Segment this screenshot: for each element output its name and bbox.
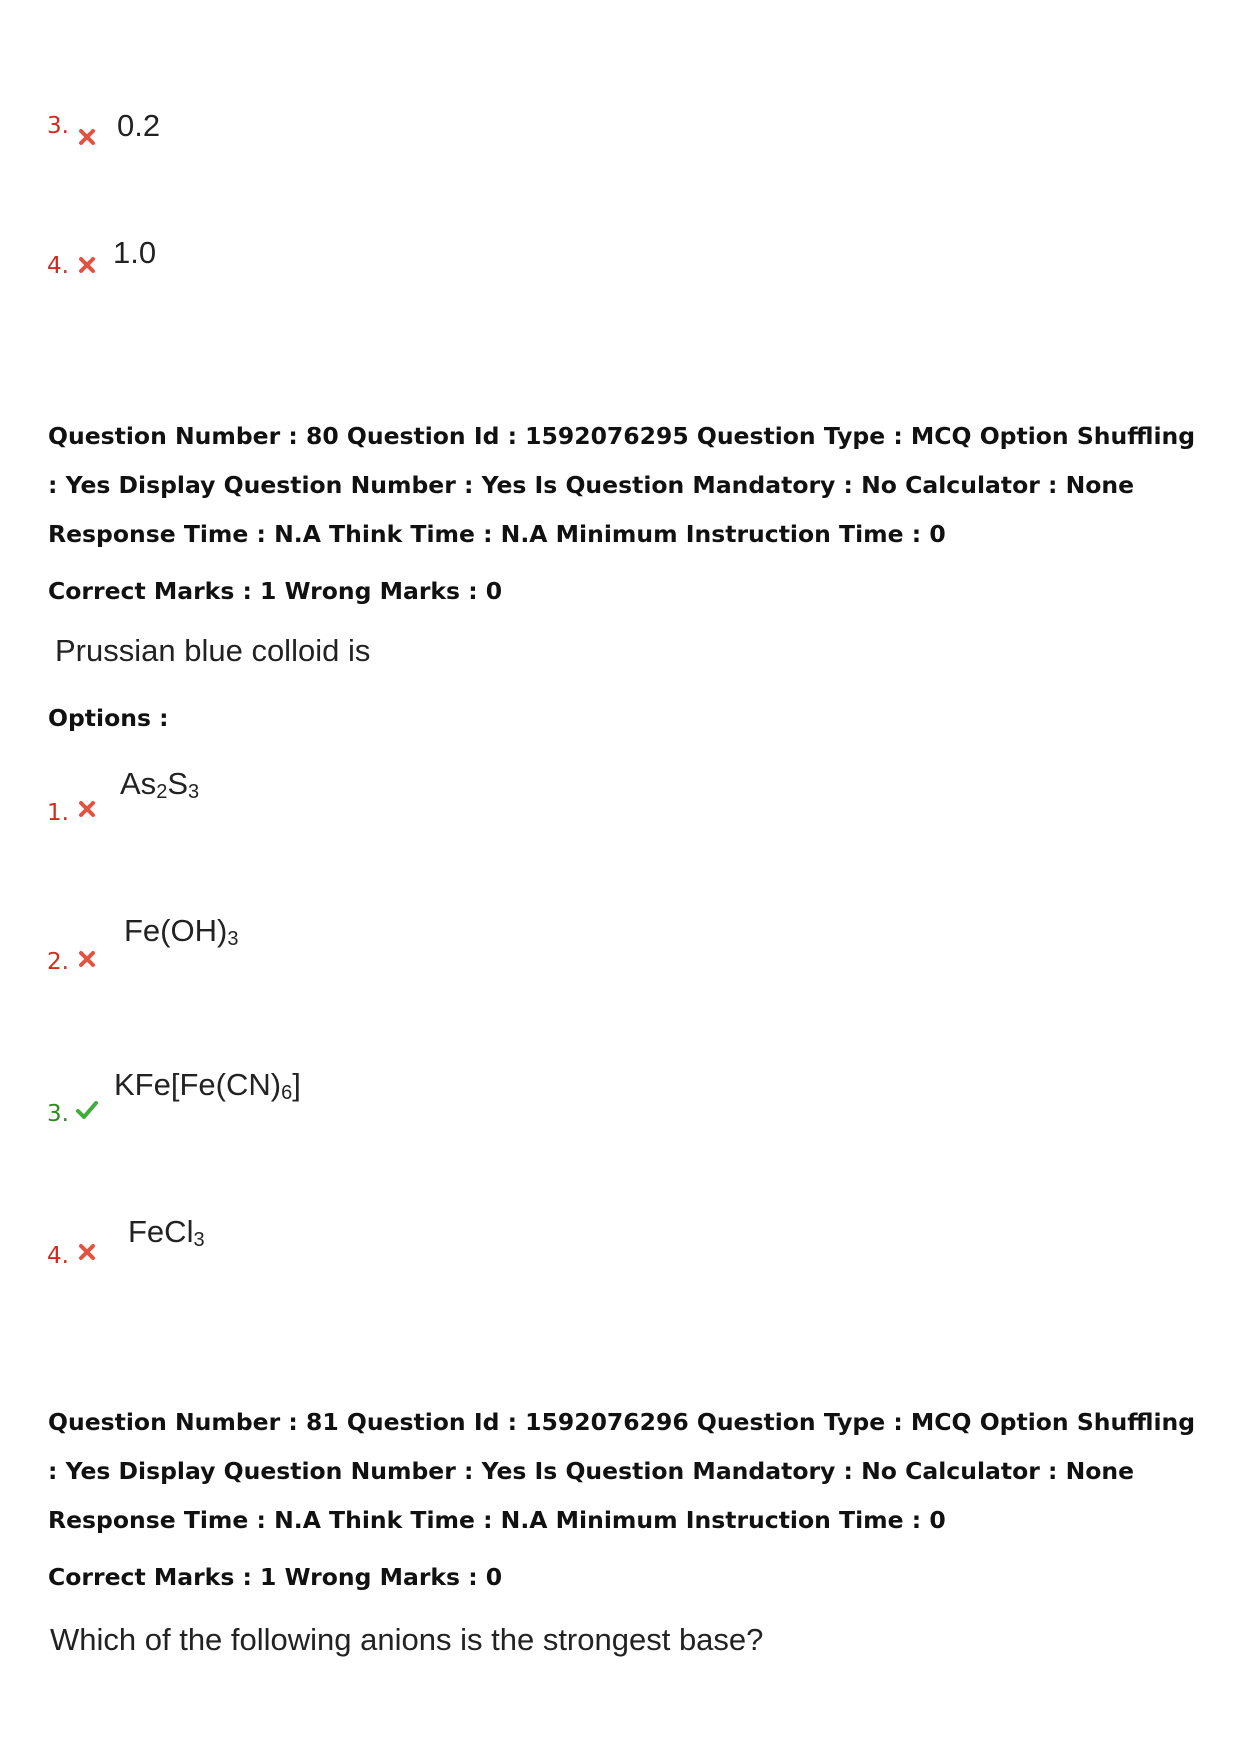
question-81-marks: Correct Marks : 1 Wrong Marks : 0: [48, 1563, 503, 1591]
option-formula: $KFe[Fe(CN)_6]$: [114, 1067, 301, 1104]
option-formula: FeCl$_3$: [128, 1214, 205, 1251]
question-81-meta: Question Number : 81 Question Id : 1592076296 Question Type : MCQ Option Shuffling : Yes Display Question Number : Yes Is Question Mandatory : No Calculator : None Response Time : N.A Think Time : N.A Minimum Instruction Time : 0: [48, 1408, 1196, 1534]
option-number: 2.: [47, 949, 69, 975]
option-text: 1.0: [113, 235, 157, 270]
options-label: Options :: [48, 704, 169, 732]
option-formula: $Fe(OH)_3$: [124, 913, 239, 950]
question-80-meta: Question Number : 80 Question Id : 1592076295 Question Type : MCQ Option Shuffling : Yes Display Question Number : Yes Is Question Mandatory : No Calculator : None Response Time : N.A Think Time : N.A Minimum Instruction Time : 0: [48, 422, 1196, 548]
cross-icon: [78, 950, 96, 968]
option-number: 4.: [47, 253, 69, 279]
question-81-stem: Which of the following anions is the strongest base?: [50, 1622, 764, 1657]
option-number: 1.: [47, 800, 69, 826]
option-number: 3.: [47, 1101, 69, 1127]
cross-icon: [78, 800, 96, 818]
option-number: 4.: [47, 1243, 69, 1269]
check-icon: [76, 1100, 98, 1120]
option-number: 3.: [47, 113, 69, 139]
option-formula: $As_2S_3$: [120, 766, 200, 803]
cross-icon: [78, 256, 96, 274]
cross-icon: [78, 1243, 96, 1261]
question-80-marks: Correct Marks : 1 Wrong Marks : 0: [48, 577, 503, 605]
option-text: 0.2: [117, 108, 161, 143]
question-80-stem: Prussian blue colloid is: [55, 633, 371, 668]
cross-icon: [78, 128, 96, 146]
